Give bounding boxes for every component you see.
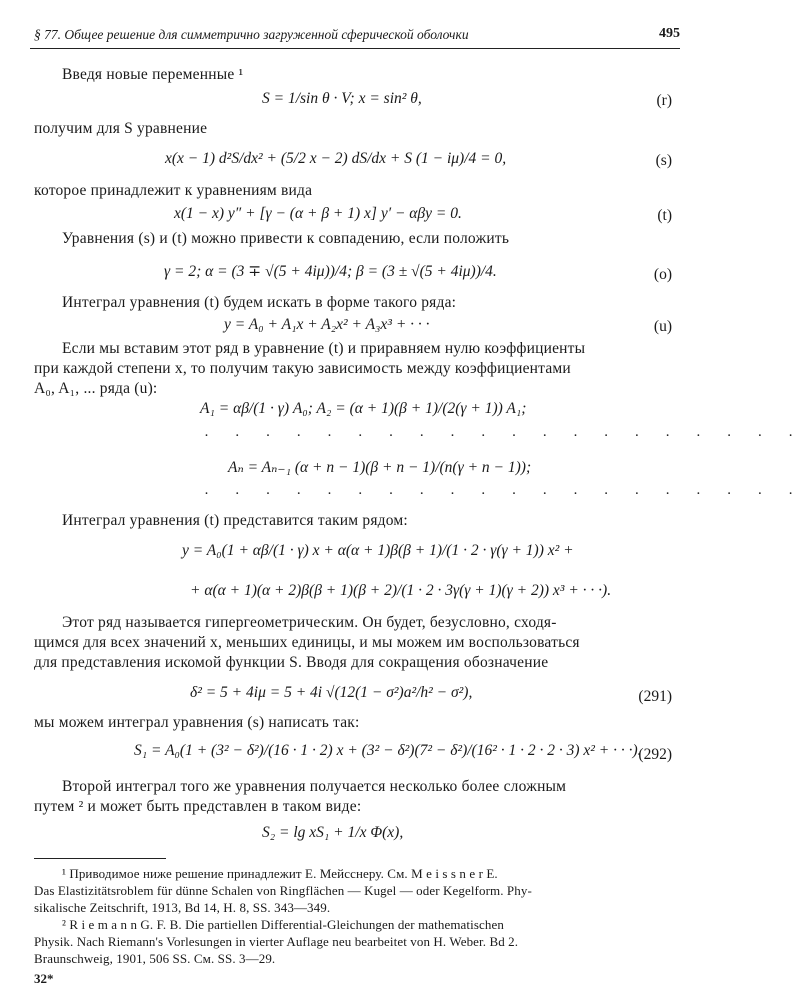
footnote-rule [34,858,166,859]
footnote-1-line-1: ¹ Приводимое ниже решение принадлежит Е. Мейсснеру. См. M e i s s n e r E. [62,866,498,881]
equation-a1-a2: A₁ = αβ/(1 · γ) A₀; A₂ = (α + 1)(β + 1)/(2(γ + 1)) A₁; [200,400,527,417]
paragraph-4: Уравнения (s) и (t) можно привести к совпадению, если положить [62,230,510,247]
equation-t-label: (t) [657,207,672,224]
paragraph-6-line-3: A₀, A₁, ... ряда (u): [34,380,158,397]
paragraph-9: мы можем интеграл уравнения (s) написать так: [34,714,360,731]
running-title: § 77. Общее решение для симметрично загруженной сферической оболочки [34,27,469,42]
header-rule [30,48,680,49]
page-number: 495 [659,26,680,41]
equation-291-label: (291) [638,688,672,705]
paragraph-intro: Введя новые переменные ¹ [62,66,244,83]
paragraph-7: Интеграл уравнения (t) представится таким рядом: [62,512,408,529]
equation-y-line-1: y = A₀(1 + αβ/(1 · γ) x + α(α + 1)β(β + 1)/(1 · 2 · γ(γ + 1)) x² + [182,542,574,559]
equation-u: y = A₀ + A₁x + A₂x² + A₃x³ + · · · [224,316,430,333]
paragraph-10-line-1: Второй интеграл того же уравнения получается несколько более сложным [62,778,567,795]
equation-r-label: (r) [656,92,672,109]
equation-o-label: (o) [653,266,672,283]
equation-s-label: (s) [655,152,672,169]
equation-o: γ = 2; α = (3 ∓ √(5 + 4iμ))/4; β = (3 ± √(5 + 4iμ))/4. [164,263,497,280]
paragraph-8-line-3: для представления искомой функции S. Вводя для сокращения обозначение [34,654,549,671]
ellipsis-row-1: · · · · · · · · · · · · · · · · · · · · [204,428,804,444]
equation-y-line-2: + α(α + 1)(α + 2)β(β + 1)(β + 2)/(1 · 2 · 3γ(γ + 1)(γ + 2)) x³ + · · ·). [190,582,612,599]
paragraph-6-line-1: Если мы вставим этот ряд в уравнение (t) и приравняем нулю коэффициенты [62,340,586,357]
equation-r: S = 1/sin θ · V; x = sin² θ, [262,90,422,107]
paragraph-5: Интеграл уравнения (t) будем искать в форме такого ряда: [62,294,457,311]
equation-291: δ² = 5 + 4iμ = 5 + 4i √(12(1 − σ²)a²/h² − σ²), [190,684,473,701]
paragraph-8-line-1: Этот ряд называется гипергеометрическим. Он будет, безусловно, сходя- [62,614,557,631]
paragraph-2: получим для S уравнение [34,120,208,137]
footnote-2-line-1: ² R i e m a n n G. F. B. Die partiellen Differential-Gleichungen der mathematischen [62,917,504,932]
footnote-2-line-2: Physik. Nach Riemann's Vorlesungen in vierter Auflage neu bearbeitet von H. Weber. Bd 2. [34,934,519,949]
footnote-2-line-3: Braunschweig, 1901, 506 SS. См. SS. 3—29. [34,951,276,966]
equation-an: Aₙ = Aₙ₋₁ (α + n − 1)(β + n − 1)/(n(γ + n − 1)); [228,459,532,476]
equation-s2: S₂ = lg xS₁ + 1/x Φ(x), [262,824,404,841]
signature-mark: 32* [34,971,54,986]
footnote-1-line-3: sikalische Zeitschrift, 1913, Bd 14, H. 8, SS. 343—349. [34,900,331,915]
equation-t: x(1 − x) y″ + [γ − (α + β + 1) x] y′ − αβy = 0. [174,205,462,222]
paragraph-8-line-2: щимся для всех значений x, меньших единицы, и мы можем им воспользоваться [34,634,580,651]
equation-292-label: (292) [638,746,672,763]
equation-u-label: (u) [653,318,672,335]
equation-292: S₁ = A₀(1 + (3² − δ²)/(16 · 1 · 2) x + (3² − δ²)(7² − δ²)/(16² · 1 · 2 · 2 · 3) x² + · · ·). [134,742,642,759]
footnote-1-line-2: Das Elastizitätsroblem für dünne Schalen von Ringflächen — Kugel — oder Kegelform. Phy- [34,883,532,898]
equation-s: x(x − 1) d²S/dx² + (5/2 x − 2) dS/dx + S (1 − iμ)/4 = 0, [165,150,507,167]
ellipsis-row-2: · · · · · · · · · · · · · · · · · · · · [204,486,804,502]
paragraph-3: которое принадлежит к уравнениям вида [34,182,313,199]
paragraph-6-line-2: при каждой степени x, то получим такую зависимость между коэффициентами [34,360,571,377]
paragraph-10-line-2: путем ² и может быть представлен в таком виде: [34,798,362,815]
